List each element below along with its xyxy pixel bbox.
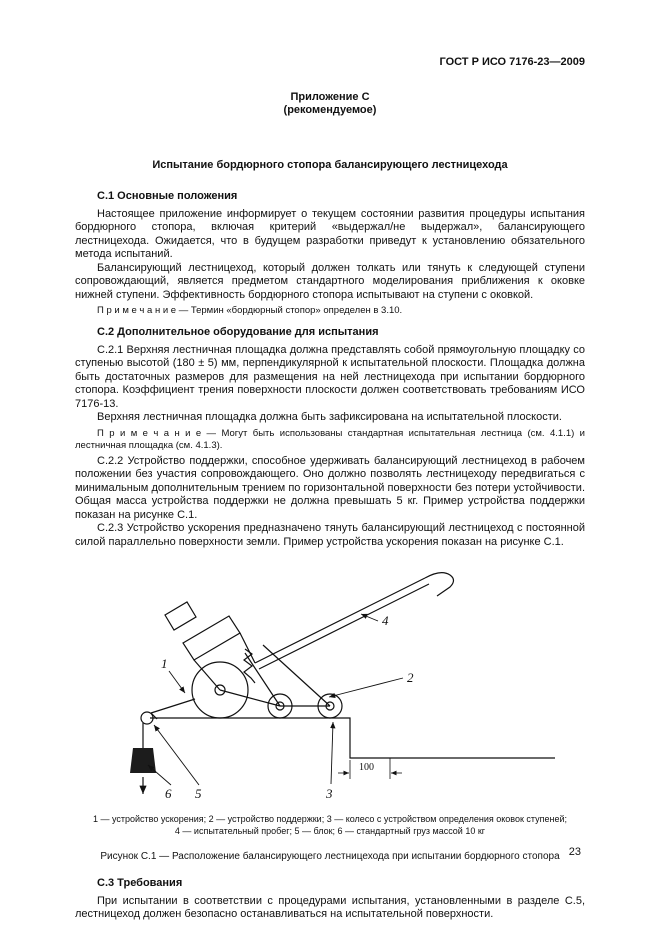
backrest xyxy=(165,602,196,630)
paragraph: С.2.1 Верхняя лестничная площадка должна представлять собой прямоугольную площадку со ступенью высотой (180 ± 5) мм, перпендикулярной к испытательной плоскости. Площадка должна быть достаточных размеров для размещения на ней лестницехода при испытании бордюрного стопора. Коэффициент трения поверхности плоскости должен соответствовать требованиям ИСО 7176-13. xyxy=(75,343,585,410)
page-title: Испытание бордюрного стопора балансирующего лестницехода xyxy=(152,159,508,171)
figure-title: Рисунок С.1 — Расположение балансирующего лестницехода при испытании бордюрного стопора xyxy=(100,851,560,862)
seat xyxy=(183,616,240,660)
figure-label-1: 1 xyxy=(161,656,168,671)
paragraph: Верхняя лестничная площадка должна быть зафиксирована на испытательной плоскости. xyxy=(97,411,562,423)
figure-caption-line1: 1 — устройство ускорения; 2 — устройство поддержки; 3 — колесо с устройством определения оковок ступеней; xyxy=(92,814,568,824)
figure-label-3: 3 xyxy=(326,786,333,801)
weight xyxy=(130,748,156,773)
paragraph: Балансирующий лестницеход, который должен толкать или тянуть к следующей ступени сопровождающий, является предметом стандартного моделирования приближения к оковке нижней ступени. Эффективность бордюрного стопора испытывают на ступени с оковкой. xyxy=(75,261,585,301)
stair-profile xyxy=(150,718,555,779)
paragraph: При испытании в соответствии с процедурами испытания, установленными в разделе С.5, лестницеход должен безопасно останавливаться на испытательной поверхности. xyxy=(75,894,585,920)
figure-caption-line2: 4 — испытательный пробег; 5 — блок; 6 — стандартный груз массой 10 кг xyxy=(174,825,486,836)
annex-title: Приложение С xyxy=(290,91,370,103)
figure xyxy=(75,553,585,863)
page-number: 23 xyxy=(568,846,581,858)
paragraph: Настоящее приложение информирует о текущем состоянии развития процедуры испытания бордюрного стопора, включая критерий «выдержал/не выдержал», балансирующего лестницехода. Ожидается, что в будущем разработки приведут к установлению обязательного метода испытаний. xyxy=(75,207,585,260)
handle-grip xyxy=(425,573,454,596)
section-c1-heading: С.1 Основные положения xyxy=(97,190,238,202)
figure-caption xyxy=(75,814,585,837)
paragraph: С.2.2 Устройство поддержки, способное удерживать балансирующий лестницеход в рабочем положении без участия сопровождающего. Оно должно позволять лестницеходу передвигаться с минимальным дополнительным трением по горизонтальной поверхности без потери устойчивости. Общая масса устройства поддержки не должна превышать 5 кг. Пример устройства поддержки показан на рисунке С.1. xyxy=(75,454,585,521)
figure-label-6: 6 xyxy=(165,786,172,801)
note: П р и м е ч а н и е — Могут быть использованы стандартная испытательная лестница (см. 4.1.1) и лестничная площадка (см. 4.1.3). xyxy=(75,427,585,451)
note: П р и м е ч а н и е — Термин «бордюрный стопор» определен в 3.10. xyxy=(97,305,403,316)
paragraph: С.2.3 Устройство ускорения предназначено тянуть балансирующий лестницеход с постоянной силой параллельно поверхности земли. Пример устройства ускорения показан на рисунке С.1. xyxy=(75,522,585,548)
section-c3-heading: С.3 Требования xyxy=(97,877,183,889)
rope xyxy=(151,699,195,713)
figure-label-2: 2 xyxy=(407,670,414,685)
dimension-label: 100 xyxy=(359,762,374,773)
figure-c1-drawing xyxy=(95,553,565,803)
annex-block xyxy=(75,91,585,117)
figure-label-4: 4 xyxy=(382,613,389,628)
acceleration-device xyxy=(130,699,195,794)
section-c2-heading: С.2 Дополнительное оборудование для испытания xyxy=(97,326,379,338)
stairclimber-drawing xyxy=(165,573,454,718)
annex-subtitle: (рекомендуемое) xyxy=(283,104,377,116)
doc-number: ГОСТ Р ИСО 7176-23—2009 xyxy=(439,56,585,68)
figure-label-5: 5 xyxy=(195,786,202,801)
